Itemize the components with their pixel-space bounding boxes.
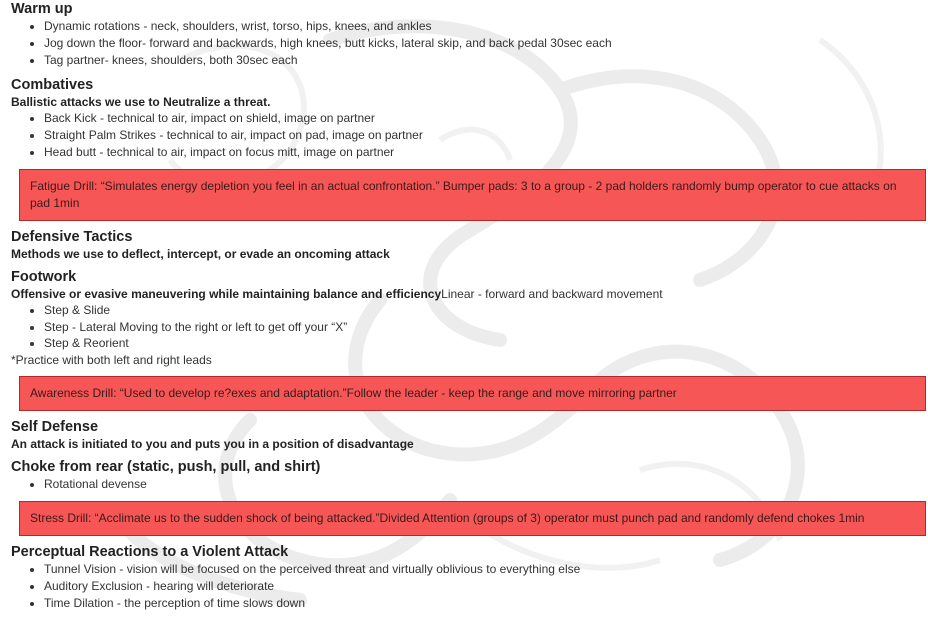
section-subtitle-self-defense: An attack is initiated to you and puts you in a position of disadvantage bbox=[11, 437, 414, 452]
list-item: • Rotational devense bbox=[44, 476, 915, 493]
list-item: • Step & Reorient bbox=[44, 335, 915, 352]
fatigue-drill-callout bbox=[19, 169, 926, 221]
list-item: • Head butt - technical to air, impact on focus mitt, image on partner bbox=[44, 144, 915, 161]
section-title-self-defense: Self Defense bbox=[11, 419, 99, 436]
fatigue-drill-text: Fatigue Drill: “Simulates energy depletion you feel in an actual confrontation.” Bumper pads: 3 to a group - 2 pad holders randomly bump operator to cue attacks on pad 1min bbox=[30, 178, 897, 210]
section-title-footwork: Footwork bbox=[11, 268, 77, 285]
section-subtitle-combatives: Ballistic attacks we use to Neutralize a threat. bbox=[11, 95, 271, 110]
list-item: • Back Kick - technical to air, impact on shield, image on partner bbox=[44, 110, 915, 127]
list-item: • Step - Lateral Moving to the right or left to get off your “X” bbox=[44, 319, 915, 336]
choke-list bbox=[11, 476, 915, 493]
awareness-drill-text: Awareness Drill: “Used to develop re?exes and adaptation.”Follow the leader - keep the range and move mirroring partner bbox=[30, 386, 677, 401]
section-title-defensive-tactics: Defensive Tactics bbox=[11, 228, 133, 245]
footwork-subtitle-plain: Linear - forward and backward movement bbox=[441, 286, 663, 301]
footwork-note: *Practice with both left and right leads bbox=[11, 353, 212, 368]
section-title-perceptual: Perceptual Reactions to a Violent Attack bbox=[11, 543, 289, 560]
combatives-list bbox=[11, 110, 915, 160]
perceptual-list bbox=[11, 561, 915, 611]
section-title-choke: Choke from rear (static, push, pull, and shirt) bbox=[11, 459, 321, 476]
section-subtitle-defensive-tactics: Methods we use to deflect, intercept, or evade an oncoming attack bbox=[11, 246, 390, 261]
list-item: • Dynamic rotations - neck, shoulders, wrist, torso, hips, knees, and ankles bbox=[44, 18, 915, 35]
stress-drill-callout bbox=[19, 501, 926, 536]
awareness-drill-callout bbox=[19, 376, 926, 411]
list-item: • Step & Slide bbox=[44, 302, 915, 319]
section-subtitle-footwork bbox=[11, 286, 915, 302]
footwork-list bbox=[11, 302, 915, 352]
footwork-subtitle-bold: Offensive or evasive maneuvering while maintaining balance and efficiency bbox=[11, 286, 442, 301]
list-item: • Time Dilation - the perception of time slows down bbox=[44, 595, 915, 612]
list-item: • Jog down the floor- forward and backwards, high knees, butt kicks, lateral skip, and back pedal 30sec each bbox=[44, 35, 915, 52]
section-title-warmup: Warm up bbox=[11, 1, 73, 17]
list-item: • Auditory Exclusion - hearing will deteriorate bbox=[44, 578, 915, 595]
warmup-list bbox=[11, 18, 915, 68]
list-item: • Tunnel Vision - vision will be focused on the perceived threat and virtually oblivious to everything else bbox=[44, 561, 915, 578]
list-item: • Straight Palm Strikes - technical to air, impact on pad, image on partner bbox=[44, 127, 915, 144]
section-title-combatives: Combatives bbox=[11, 77, 94, 94]
stress-drill-text: Stress Drill: “Acclimate us to the sudden shock of being attacked.”Divided Attention (groups of 3) operator must punch pad and randomly defend chokes 1min bbox=[30, 510, 865, 525]
list-item: • Tag partner- knees, shoulders, both 30sec each bbox=[44, 52, 915, 69]
